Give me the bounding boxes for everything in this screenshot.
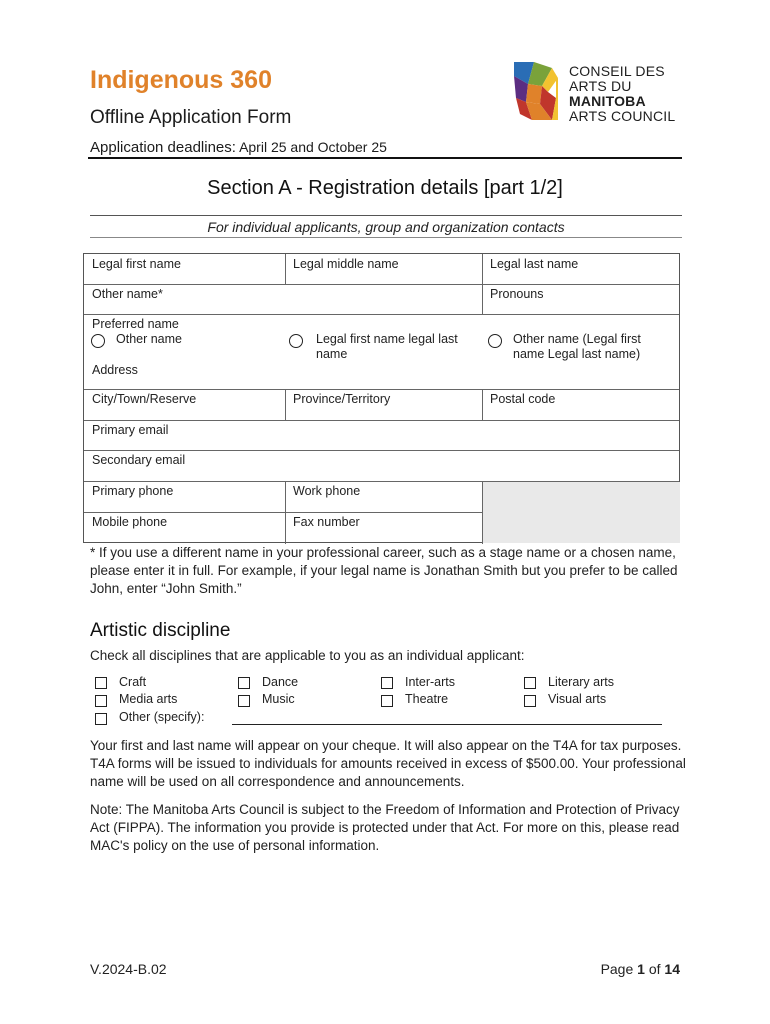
postal-code-label: Postal code	[490, 392, 556, 406]
visual-arts-checkbox[interactable]	[524, 695, 536, 707]
legal-last-name-field[interactable]	[482, 254, 679, 284]
section-subtitle: For individual applicants, group and organization contacts	[207, 219, 565, 235]
craft-label: Craft	[119, 675, 147, 689]
document-title: Indigenous 360	[90, 66, 272, 94]
other-name-field[interactable]	[84, 284, 482, 314]
section-divider-bottom	[90, 237, 682, 238]
fax-number-field[interactable]	[285, 512, 482, 543]
inter-arts-checkbox[interactable]	[381, 677, 393, 689]
pronouns-label: Pronouns	[490, 287, 544, 301]
application-deadlines	[90, 139, 387, 156]
section-divider-top	[90, 215, 682, 216]
preferred-option-1: Other name	[116, 332, 183, 346]
unused-gray-area	[483, 482, 680, 543]
media-arts-checkbox[interactable]	[95, 695, 107, 707]
preferred-other-legal-name-radio[interactable]	[488, 334, 502, 348]
logo-line-1: CONSEIL DES	[569, 63, 665, 79]
literary-arts-checkbox[interactable]	[524, 677, 536, 689]
theatre-label: Theatre	[405, 692, 449, 706]
work-phone-field[interactable]	[285, 481, 482, 512]
visual-arts-label: Visual arts	[548, 692, 607, 706]
city-label: City/Town/Reserve	[92, 392, 197, 406]
craft-checkbox[interactable]	[95, 677, 107, 689]
inter-arts-label: Inter-arts	[405, 675, 456, 689]
secondary-email-field[interactable]	[84, 450, 679, 481]
logo-line-2: ARTS DU	[569, 78, 632, 94]
address-label: Address	[92, 363, 138, 377]
other-specify-input[interactable]	[232, 724, 662, 725]
work-phone-label: Work phone	[293, 484, 361, 498]
other-name-label: Other name*	[92, 287, 163, 301]
registration-form-table	[83, 253, 680, 543]
secondary-email-label: Secondary email	[92, 453, 186, 467]
province-label: Province/Territory	[293, 392, 391, 406]
music-label: Music	[262, 692, 295, 706]
legal-last-name-label: Legal last name	[490, 257, 579, 271]
artistic-discipline-heading: Artistic discipline	[90, 620, 231, 641]
deadlines-value: April 25 and October 25	[239, 139, 387, 155]
section-title: Section A - Registration details [part 1/2]	[207, 177, 563, 199]
page-of: of	[648, 961, 661, 977]
logo-line-3: MANITOBA	[569, 93, 646, 109]
preferred-name-label: Preferred name	[92, 317, 179, 331]
literary-arts-label: Literary arts	[548, 675, 614, 689]
manitoba-arts-council-logo	[512, 58, 684, 126]
primary-phone-field[interactable]	[84, 481, 285, 512]
legal-first-name-label: Legal first name	[92, 257, 181, 271]
mobile-phone-field[interactable]	[84, 512, 285, 543]
professional-name-footnote: * If you use a different name in your professional career, such as a stage name or a chosen name, please enter it in full. For example, if your legal name is Jonathan Smith but you prefer to be called John, enter “John Smith.”	[90, 545, 678, 596]
logo-mark-icon	[512, 58, 564, 126]
legal-middle-name-field[interactable]	[285, 254, 482, 284]
cheque-name-note: Your first and last name will appear on your cheque. It will also appear on the T4A for tax purposes. T4A forms will be issued to individuals for amounts received in excess of $500.00. Your professional name will be used on all correspondence and announcements.	[90, 738, 686, 789]
primary-email-field[interactable]	[84, 420, 679, 450]
other-specify-checkbox[interactable]	[95, 713, 107, 725]
mobile-phone-label: Mobile phone	[92, 515, 168, 529]
form-version: V.2024-B.02	[90, 961, 167, 977]
artistic-discipline-instruction: Check all disciplines that are applicable to you as an individual applicant:	[90, 648, 525, 663]
page-total: 14	[664, 961, 680, 977]
primary-email-label: Primary email	[92, 423, 169, 437]
privacy-note: Note: The Manitoba Arts Council is subject to the Freedom of Information and Protection of Privacy Act (FIPPA). The information you provide is protected under that Act. For more on this, please read MAC's policy on the use of personal information.	[90, 802, 680, 853]
logo-line-4: ARTS COUNCIL	[569, 108, 676, 124]
dance-checkbox[interactable]	[238, 677, 250, 689]
legal-middle-name-label: Legal middle name	[293, 257, 399, 271]
address-field[interactable]	[84, 360, 679, 389]
postal-code-field[interactable]	[482, 389, 679, 420]
preferred-option-2: Legal first name legal last name	[316, 332, 458, 361]
header-divider	[88, 157, 682, 159]
page-current: 1	[637, 961, 645, 977]
province-field[interactable]	[285, 389, 482, 420]
document-subtitle: Offline Application Form	[90, 107, 292, 128]
preferred-option-3: Other name (Legal first name Legal last name)	[513, 332, 641, 361]
other-specify-label: Other (specify):	[119, 710, 205, 724]
theatre-checkbox[interactable]	[381, 695, 393, 707]
deadlines-label: Application deadlines:	[90, 139, 236, 156]
media-arts-label: Media arts	[119, 692, 178, 706]
city-field[interactable]	[84, 389, 285, 420]
pronouns-field[interactable]	[482, 284, 679, 314]
dance-label: Dance	[262, 675, 299, 689]
page-number	[540, 961, 680, 977]
primary-phone-label: Primary phone	[92, 484, 174, 498]
music-checkbox[interactable]	[238, 695, 250, 707]
page-label: Page	[600, 961, 634, 977]
preferred-other-name-radio[interactable]	[91, 334, 105, 348]
fax-number-label: Fax number	[293, 515, 360, 529]
preferred-legal-name-radio[interactable]	[289, 334, 303, 348]
legal-first-name-field[interactable]	[84, 254, 285, 284]
